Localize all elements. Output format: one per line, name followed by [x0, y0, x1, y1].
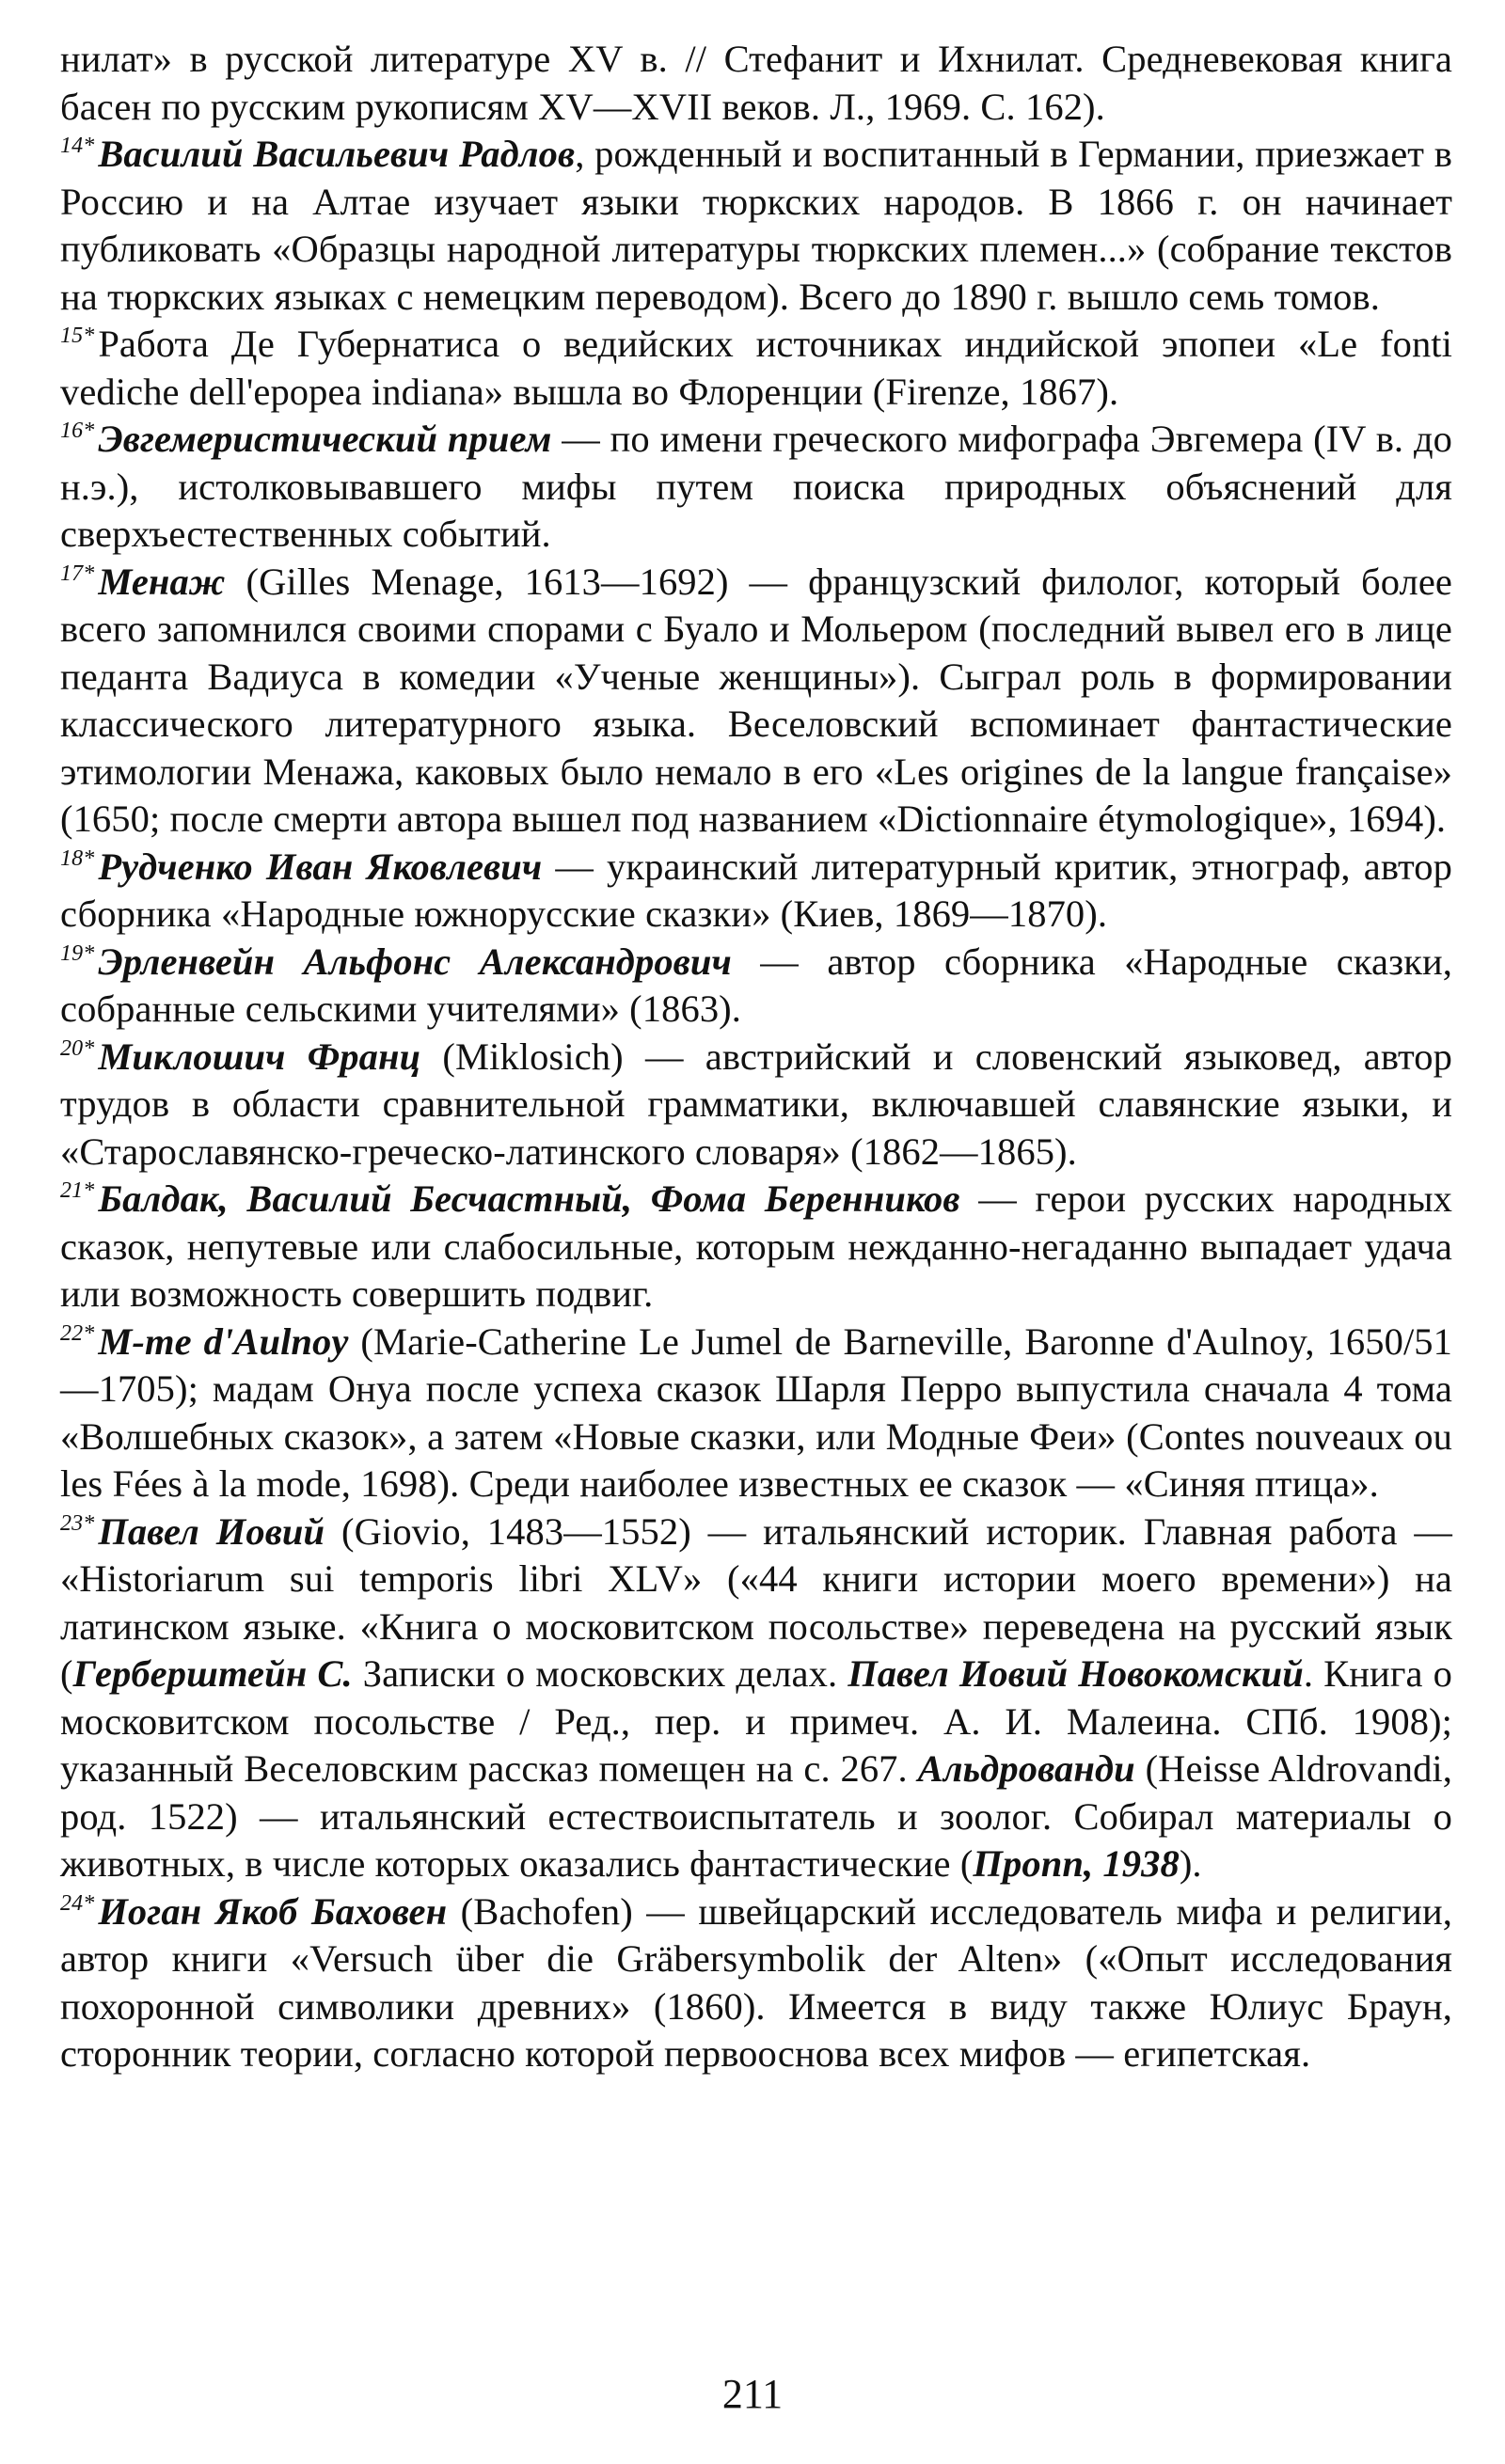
footnote-list	[60, 131, 1452, 2078]
footnote-term: Павел Иовий	[98, 1509, 325, 1553]
footnote-number: 20*	[60, 1035, 95, 1061]
footnote	[60, 1034, 1452, 1177]
footnote-text: (Miklosich) — австрийский и словенский языковед, автор трудов в области сравнительной грамматики, включавшей славянские языки, и «Старославянско-греческо-латинского словаря» (1862—1865).	[60, 1035, 1453, 1173]
footnote-text: ).	[1179, 1842, 1202, 1885]
footnote	[60, 559, 1452, 844]
footnote-text: Работа Де Губернатиса о ведийских источниках индийской эпопеи «Le fonti vediche dell'epopea indiana» вышла во Флоренции (Firenze, 1867).	[60, 323, 1452, 413]
footnote-term: Эрленвейн Альфонс Александрович	[98, 940, 732, 983]
footnote-number: 24*	[60, 1890, 95, 1916]
footnotes-page	[60, 36, 1452, 2078]
footnote-term: Альдрованди	[917, 1747, 1135, 1790]
footnote	[60, 1888, 1452, 2078]
footnote-number: 23*	[60, 1510, 95, 1536]
footnote-text: (Giovio, 1483—1552) — итальянский историк. Главная работа — «Historiarum sui temporis libri XLV» («44 книги истории моего времени») на латинском языке. «Книга о московитском посольстве» переведена на русский язык (	[60, 1509, 1452, 1695]
footnote-text: (Gilles Menage, 1613—1692) — французский филолог, который более всего запомнился своими спорами с Буало и Мольером (последний вывел его в лице педанта Вадиуса в комедии «Ученые женщины»). Сыграл роль в формировании классического литературного языка. Веселовский вспоминает фантастические этимологии Менажа, каковых было немало в его «Les origines de la langue française» (1650; после смерти автора вышел под названием «Dictionnaire étymologique», 1694).	[60, 560, 1452, 840]
footnote-text: — украинский литературный критик, этнограф, автор сборника «Народные южнорусские сказки» (Киев, 1869—1870).	[60, 845, 1452, 935]
footnote-text: (Marie-Catherine Le Jumel de Barneville, Baronne d'Aulnoy, 1650/51—1705); мадам Онуа после успеха сказок Шарля Перро выпустила сначала 4 тома «Волшебных сказок», а затем «Новые сказки, или Модные Феи» (Contes nouveaux ou les Fées à la mode, 1698). Среди наиболее известных ее сказок — «Синяя птица».	[60, 1319, 1452, 1505]
footnote-continuation: нилат» в русской литературе XV в. // Стефанит и Ихнилат. Средневековая книга басен по русским рукописям XV—XVII веков. Л., 1969. С. 162).	[60, 38, 1452, 128]
footnote	[60, 939, 1452, 1034]
footnote-text: — герои русских народных сказок, непутевые или слабосильные, которым нежданно-негаданно выпадает удача или возможность совершить подвиг.	[60, 1177, 1452, 1315]
footnote-text: — по имени греческого мифографа Эвгемера (IV в. до н.э.), истолковывавшего мифы путем поиска природных объяснений для сверхъестественных событий.	[60, 418, 1452, 555]
footnote	[60, 131, 1452, 321]
footnote	[60, 416, 1452, 559]
footnote	[60, 1176, 1452, 1319]
footnote	[60, 844, 1452, 939]
footnote-text: — автор сборника «Народные сказки, собранные сельскими учителями» (1863).	[60, 940, 1452, 1030]
footnote-text: (Heisse Aldrovandi, род. 1522) — итальянский естествоиспытатель и зоолог. Собирал материалы о животных, в числе которых оказались фантастические (	[60, 1747, 1452, 1885]
footnote-number: 18*	[60, 845, 95, 871]
footnote-text: . Книга о московитском посольстве / Ред., пер. и примеч. А. И. Малеина. СПб. 1908); указанный Веселовским рассказ помещен на с. 267.	[60, 1652, 1452, 1790]
footnote-term: Менаж	[98, 560, 226, 603]
footnote	[60, 1319, 1452, 1508]
footnote-text: (Bachofen) — швейцарский исследователь мифа и религии, автор книги «Versuch über die Gräbersymbolik der Alten» («Опыт исследования похоронной символики древних» (1860). Имеется в виду также Юлиус Браун, сторонник теории, согласно которой первооснова всех мифов — египетская.	[60, 1889, 1452, 2075]
footnote-term: Эвгемеристический прием	[98, 418, 552, 460]
footnote-number: 22*	[60, 1320, 95, 1346]
footnote	[60, 1508, 1452, 1888]
footnote-term: Рудченко Иван Яковлевич	[98, 845, 543, 888]
footnote-term: M-me d'Aulnoy	[98, 1319, 349, 1363]
footnote-text: Записки о московских делах.	[352, 1652, 848, 1695]
footnote-number: 17*	[60, 561, 95, 586]
footnote-term: Миклошич Франц	[98, 1035, 421, 1078]
footnote-number: 15*	[60, 324, 95, 348]
footnote-number: 19*	[60, 940, 95, 966]
footnote-number: 21*	[60, 1178, 95, 1203]
page-number: 211	[721, 2371, 784, 2417]
footnote	[60, 321, 1452, 416]
footnote-text: , рожденный и воспитанный в Германии, приезжает в Россию и на Алтае изучает языки тюркских народов. В 1866 г. он начинает публиковать «Образцы народной литературы тюркских племен...» (собрание текстов на тюркских языках с немецким переводом). Всего до 1890 г. вышло семь томов.	[60, 133, 1453, 318]
footnote-term: Павел Иовий Новокомский	[848, 1652, 1304, 1695]
footnote-term: Василий Васильевич Радлов	[98, 133, 576, 175]
footnote-term: Балдак, Василий Бесчастный, Фома Беренников	[98, 1177, 960, 1220]
footnote-number: 14*	[60, 134, 95, 158]
footnote-term: Пропп, 1938	[973, 1842, 1180, 1885]
footnote-number: 16*	[60, 419, 95, 443]
footnote-term: Иоган Якоб Баховен	[98, 1889, 448, 1933]
footnote-term: Герберштейн С.	[72, 1652, 353, 1695]
